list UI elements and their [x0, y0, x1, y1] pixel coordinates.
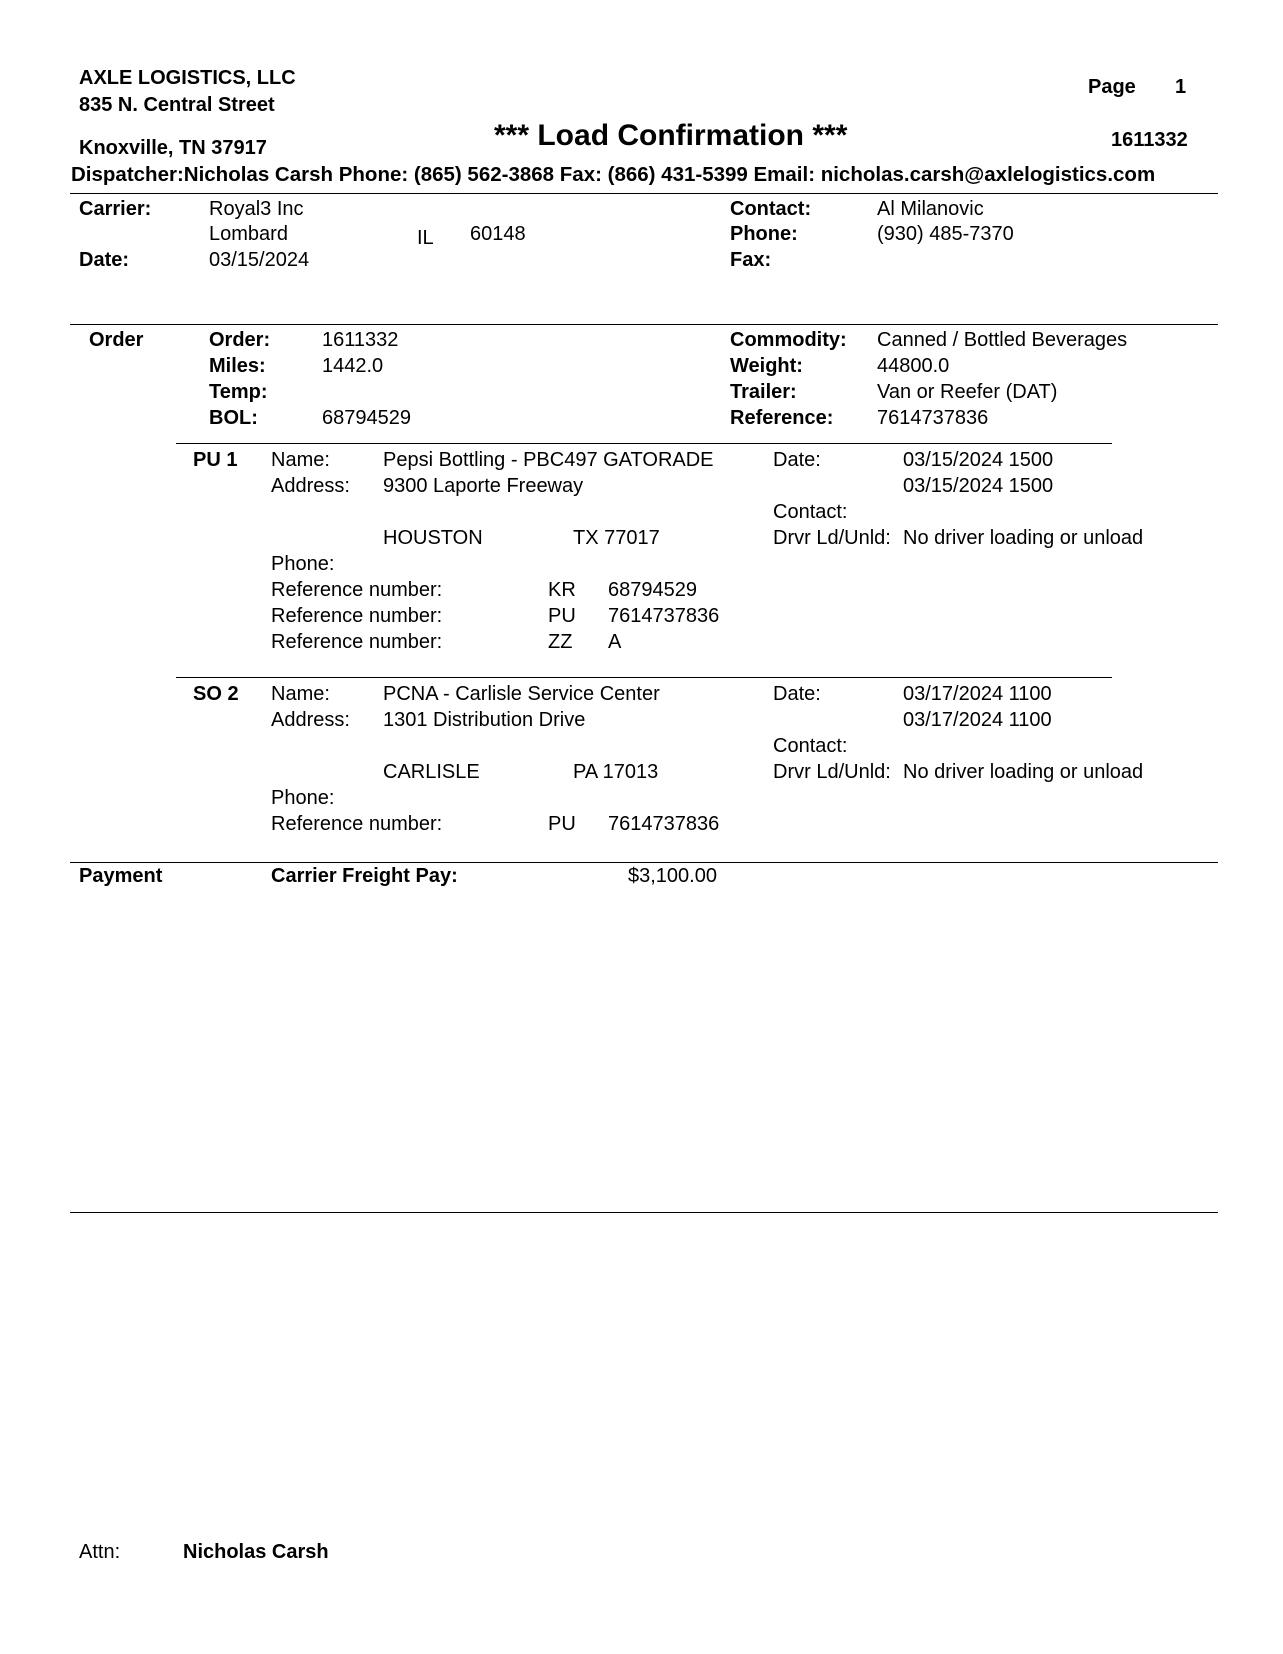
stop-date: 03/17/2024 1100 — [903, 683, 1052, 705]
stop-drvr-label: Drvr Ld/Unld: — [773, 761, 891, 783]
stop-phone-label: Phone: — [271, 787, 335, 809]
stop-date: 03/15/2024 1500 — [903, 475, 1054, 497]
stop-name: Pepsi Bottling - PBC497 GATORADE — [383, 449, 714, 471]
stop-phone-label: Phone: — [271, 553, 335, 575]
reference-value: 7614737836 — [877, 407, 989, 429]
stop-city: CARLISLE — [383, 761, 480, 783]
reference-number-value: 7614737836 — [608, 813, 720, 835]
attn-name: Nicholas Carsh — [183, 1541, 329, 1563]
reference-number-label: Reference number: — [271, 631, 443, 653]
carrier-freight-pay-label: Carrier Freight Pay: — [271, 865, 458, 887]
reference-number-label: Reference number: — [271, 579, 443, 601]
reference-number-code: KR — [548, 579, 576, 601]
miles-value: 1442.0 — [322, 355, 384, 377]
company-street: 835 N. Central Street — [79, 94, 275, 116]
reference-number-label: Reference number: — [271, 605, 443, 627]
fax-label: Fax: — [730, 249, 772, 271]
reference-label: Reference: — [730, 407, 834, 429]
dispatcher-line: Dispatcher:Nicholas Carsh Phone: (865) 562-3868 Fax: (866) 431-5399 Email: nicholas.carsh@axlelogistics.com — [71, 163, 1156, 186]
stop-contact-label: Contact: — [773, 735, 848, 757]
payment-section-label: Payment — [79, 865, 163, 887]
attn-label: Attn: — [79, 1541, 121, 1563]
phone-label: Phone: — [730, 223, 798, 245]
reference-number-value: 68794529 — [608, 579, 697, 601]
stop-contact-label: Contact: — [773, 501, 848, 523]
load-number: 1611332 — [1111, 129, 1188, 151]
bol-value: 68794529 — [322, 407, 411, 429]
weight-value: 44800.0 — [877, 355, 950, 377]
trailer-value: Van or Reefer (DAT) — [877, 381, 1058, 403]
stop-date-label: Date: — [773, 683, 821, 705]
stop-code: SO 2 — [193, 683, 239, 705]
carrier-city: Lombard — [209, 223, 288, 245]
weight-label: Weight: — [730, 355, 803, 377]
commodity-label: Commodity: — [730, 329, 847, 351]
stop-state-zip: PA 17013 — [573, 761, 659, 783]
stop-address-label: Address: — [271, 475, 350, 497]
carrier-freight-pay-amount: $3,100.00 — [628, 865, 717, 887]
stop-name-label: Name: — [271, 683, 330, 705]
miles-label: Miles: — [209, 355, 266, 377]
stop-drvr-label: Drvr Ld/Unld: — [773, 527, 891, 549]
divider — [70, 862, 1218, 863]
contact-label: Contact: — [730, 198, 812, 220]
divider — [70, 324, 1218, 325]
contact-name: Al Milanovic — [877, 198, 984, 220]
reference-number-code: ZZ — [548, 631, 573, 653]
document-title: *** Load Confirmation *** — [494, 119, 848, 152]
reference-number-code: PU — [548, 813, 576, 835]
page-label: Page — [1088, 76, 1136, 98]
stop-date: 03/17/2024 1100 — [903, 709, 1052, 731]
order-label: Order: — [209, 329, 271, 351]
page-number: 1 — [1175, 76, 1187, 98]
carrier-zip: 60148 — [470, 223, 526, 245]
company-city: Knoxville, TN 37917 — [79, 137, 267, 159]
stop-address-label: Address: — [271, 709, 350, 731]
order-section-label: Order — [89, 329, 144, 351]
carrier-name: Royal3 Inc — [209, 198, 304, 220]
reference-number-code: PU — [548, 605, 576, 627]
carrier-date: 03/15/2024 — [209, 249, 310, 271]
stop-address: 9300 Laporte Freeway — [383, 475, 584, 497]
divider — [70, 193, 1218, 194]
stop-code: PU 1 — [193, 449, 238, 471]
divider — [176, 677, 1112, 678]
carrier-label: Carrier: — [79, 198, 152, 220]
carrier-date-label: Date: — [79, 249, 130, 271]
stop-city: HOUSTON — [383, 527, 483, 549]
divider — [176, 443, 1112, 444]
stop-date-label: Date: — [773, 449, 821, 471]
divider — [70, 1212, 1218, 1213]
trailer-label: Trailer: — [730, 381, 797, 403]
stop-date: 03/15/2024 1500 — [903, 449, 1054, 471]
reference-number-value: 7614737836 — [608, 605, 720, 627]
temp-label: Temp: — [209, 381, 268, 403]
company-name: AXLE LOGISTICS, LLC — [79, 67, 296, 89]
stop-name: PCNA - Carlisle Service Center — [383, 683, 660, 705]
stop-name-label: Name: — [271, 449, 330, 471]
commodity-value: Canned / Bottled Beverages — [877, 329, 1128, 351]
stop-drvr-value: No driver loading or unload — [903, 527, 1144, 549]
order-number: 1611332 — [322, 329, 399, 351]
stop-drvr-value: No driver loading or unload — [903, 761, 1144, 783]
carrier-state: IL — [417, 227, 434, 249]
contact-phone: (930) 485-7370 — [877, 223, 1014, 245]
reference-number-value: A — [608, 631, 622, 653]
stop-state-zip: TX 77017 — [573, 527, 660, 549]
reference-number-label: Reference number: — [271, 813, 443, 835]
bol-label: BOL: — [209, 407, 258, 429]
stop-address: 1301 Distribution Drive — [383, 709, 586, 731]
